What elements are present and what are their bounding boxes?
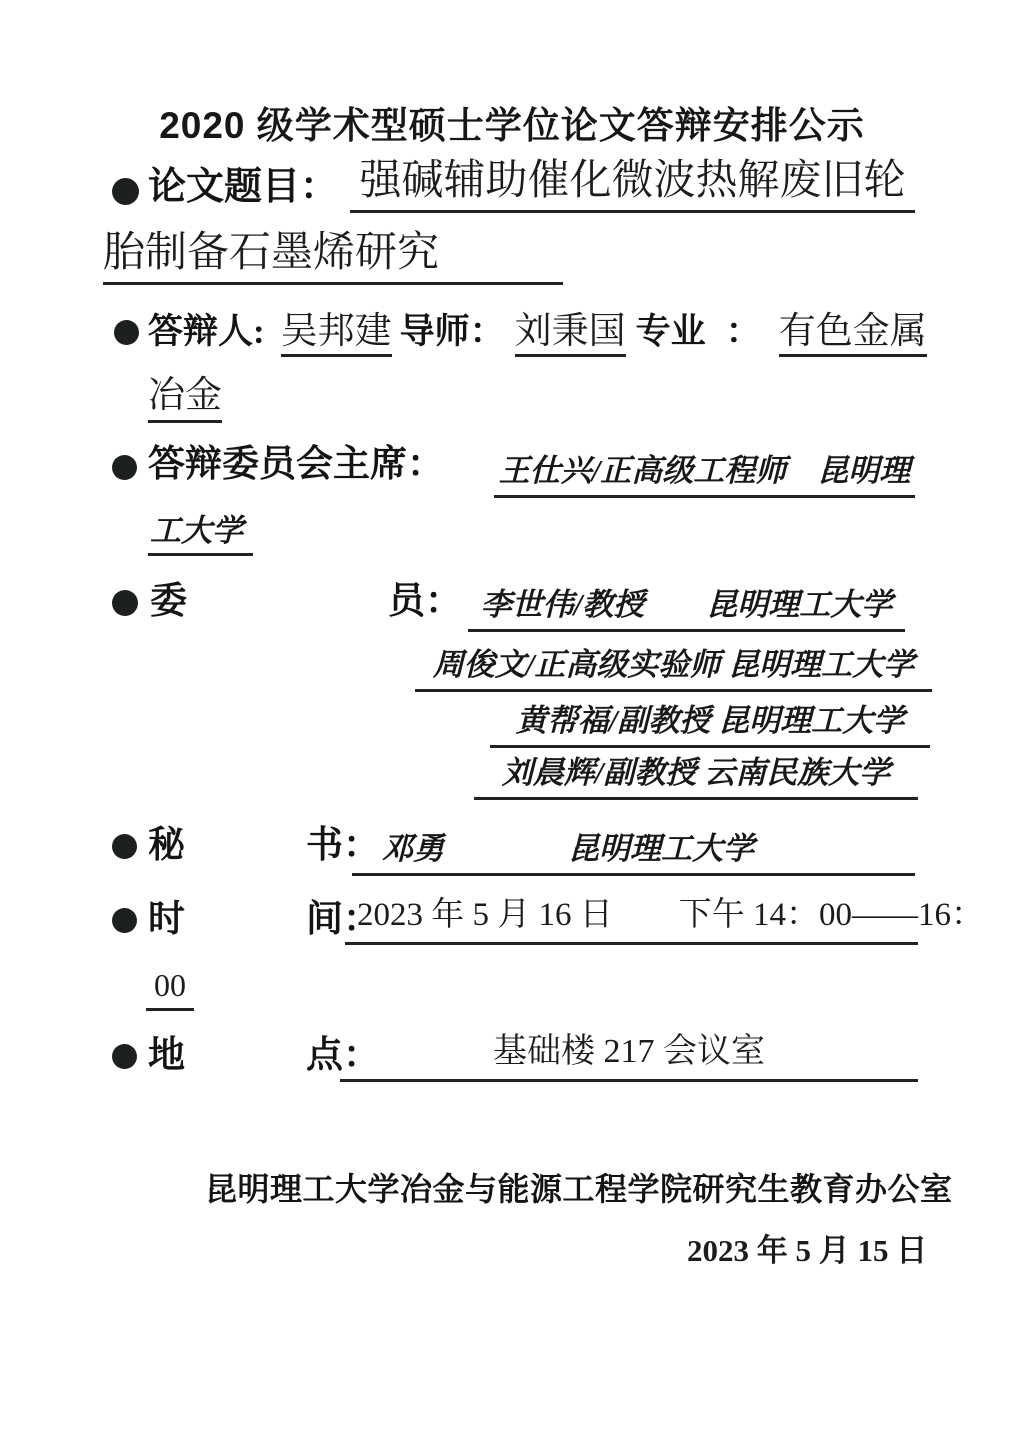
bullet-icon bbox=[114, 320, 139, 345]
thesis-label: 论文题目： bbox=[148, 166, 339, 208]
advisor-name: 刘秉国 bbox=[515, 311, 626, 357]
bullet-icon bbox=[112, 1044, 137, 1069]
secretary-value: 邓勇 昆明理工大学 bbox=[352, 830, 915, 876]
bullet-icon bbox=[112, 834, 137, 859]
major-label: 专业 bbox=[635, 312, 706, 351]
bullet-icon bbox=[112, 908, 137, 933]
committee-label-left: 委 bbox=[150, 581, 187, 622]
thesis-value-line2: 胎制备石墨烯研究 bbox=[103, 228, 563, 285]
major-colon: ： bbox=[725, 312, 761, 351]
doc-title: 2020 级学术型硕士学位论文答辩安排公示 bbox=[159, 105, 865, 146]
major-value-line1: 有色金属 bbox=[779, 311, 927, 357]
location-value: 基础楼 217 会议室 bbox=[340, 1032, 918, 1082]
footer-office: 昆明理工大学冶金与能源工程学院研究生教育办公室 bbox=[205, 1171, 953, 1207]
committee-member: 刘晨辉/副教授 云南民族大学 bbox=[474, 754, 918, 800]
location-label-left: 地 bbox=[148, 1035, 185, 1076]
location-label-right: 点： bbox=[306, 1035, 380, 1076]
bullet-icon bbox=[112, 455, 137, 480]
chair-value-line1: 王仕兴/正高级工程师 昆明理 bbox=[494, 452, 915, 498]
bullet-icon bbox=[112, 590, 138, 616]
advisor-label: 导师： bbox=[399, 312, 505, 351]
chair-value-line2: 工大学 bbox=[148, 512, 253, 556]
secretary-label-right: 书： bbox=[306, 825, 380, 866]
secretary-label-left: 秘 bbox=[148, 825, 185, 866]
bullet-icon bbox=[112, 178, 139, 205]
major-value-line2: 冶金 bbox=[148, 374, 222, 423]
committee-member: 李世伟/教授 昆明理工大学 bbox=[468, 586, 905, 632]
time-value-line1: 2023 年 5 月 16 日 下午 14：00——16： bbox=[345, 896, 918, 945]
time-label-right: 间： bbox=[306, 899, 380, 940]
committee-label-right: 员： bbox=[388, 581, 462, 622]
time-value-line2: 00 bbox=[146, 966, 194, 1011]
committee-member: 周俊文/正高级实验师 昆明理工大学 bbox=[415, 646, 932, 692]
chair-label: 答辩委员会主席： bbox=[148, 444, 444, 485]
candidate-label: 答辩人: bbox=[148, 312, 265, 351]
committee-member: 黄帮福/副教授 昆明理工大学 bbox=[490, 702, 930, 748]
footer-date: 2023 年 5 月 15 日 bbox=[687, 1233, 928, 1268]
thesis-value-line1: 强碱辅助催化微波热解废旧轮 bbox=[350, 156, 915, 213]
candidate-name: 吴邦建 bbox=[281, 311, 392, 357]
time-label-left: 时 bbox=[148, 899, 185, 940]
